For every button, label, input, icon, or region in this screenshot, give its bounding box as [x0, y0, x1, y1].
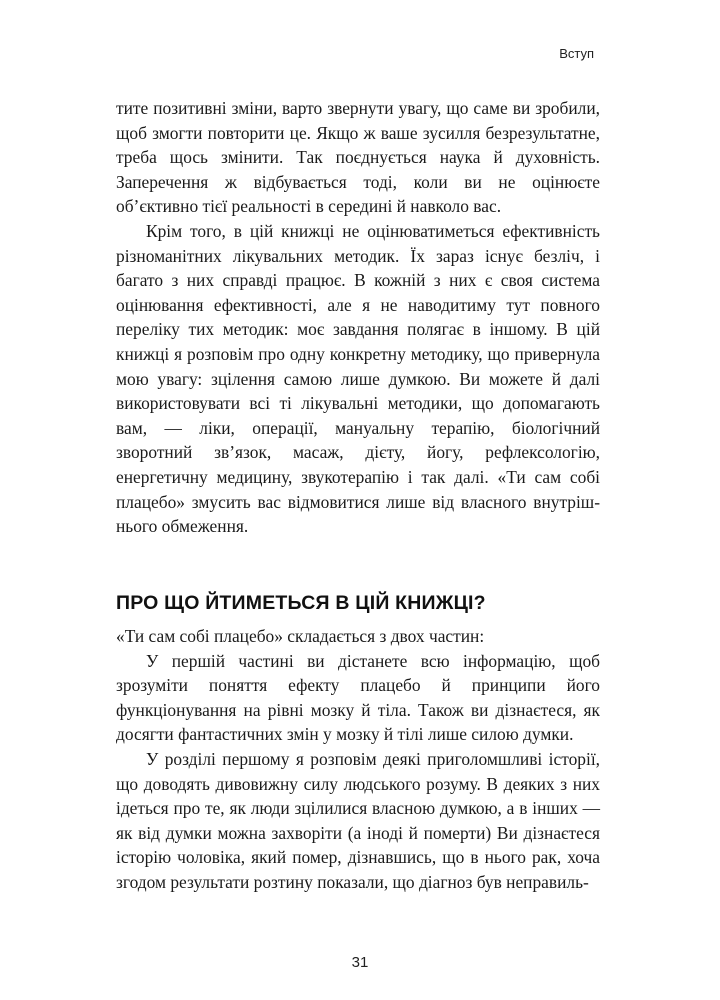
body-text-top [116, 96, 600, 539]
paragraph: Крім того, в цій книжці не оцінюватиметься ефективність різноманітних лікувальних методик. Їх зараз існує безліч, і багато з них справді працює. В кожній з них є своя система оцінювання ефективності, але я не наводитиму тут повного переліку тих методик: моє завдання полягає в іншому. В цій книжці я розповім про одну конкретну методику, що привернула мою увагу: зцілення самою лише думкою. Ви можете й далі використовувати всі ті лікувальні методики, що допомагають вам, — ліки, операції, мануальну терапію, біологічний зворотний зв’язок, масаж, дієту, йогу, рефлексологію, енергетичну медицину, звукотерапію і так далі. «Ти сам собі плацебо» змусить вас відмовитися лише від власного внутрішнього обмеження. [116, 220, 600, 537]
paragraph: «Ти сам собі плацебо» складається з двох частин: [116, 626, 485, 646]
running-head: Вступ [559, 46, 594, 61]
body-text-bottom [116, 624, 600, 895]
section-heading: ПРО ЩО ЙТИМЕТЬСЯ В ЦІЙ КНИЖЦІ? [116, 592, 486, 614]
paragraph: тите позитивні зміни, варто звернути увагу, що саме ви зробили, щоб змогти повторити це. Якщо ж ваше зусилля безрезультатне, треба щось змінити. Так поєднується наука й духовність. Заперечення ж відбувається тоді, коли ви не оцінюєте об’єктивно тієї реальності в середині й навколо вас. [116, 98, 600, 217]
paragraph: У розділі першому я розповім деякі приголомшливі історії, що доводять дивовижну силу людського розуму. В деяких з них ідеться про те, як люди зцілилися власною думкою, а в інших — як від думки можна захворіти (а іноді й померти) Ви дізнаєтеся історію чоловіка, який помер, дізнавшись, що в нього рак, хоча згодом результати розтину показали, що діагноз був неправиль- [116, 748, 600, 892]
paragraph: У першій частині ви дістанете всю інформацію, щоб зрозуміти поняття ефекту плацебо й принципи його функціонування на рівні мозку й тіла. Також ви дізнаєтеся, як досягти фантастичних змін у мозку й тілі лише силою думки. [116, 650, 600, 745]
page-number: 31 [351, 954, 369, 971]
